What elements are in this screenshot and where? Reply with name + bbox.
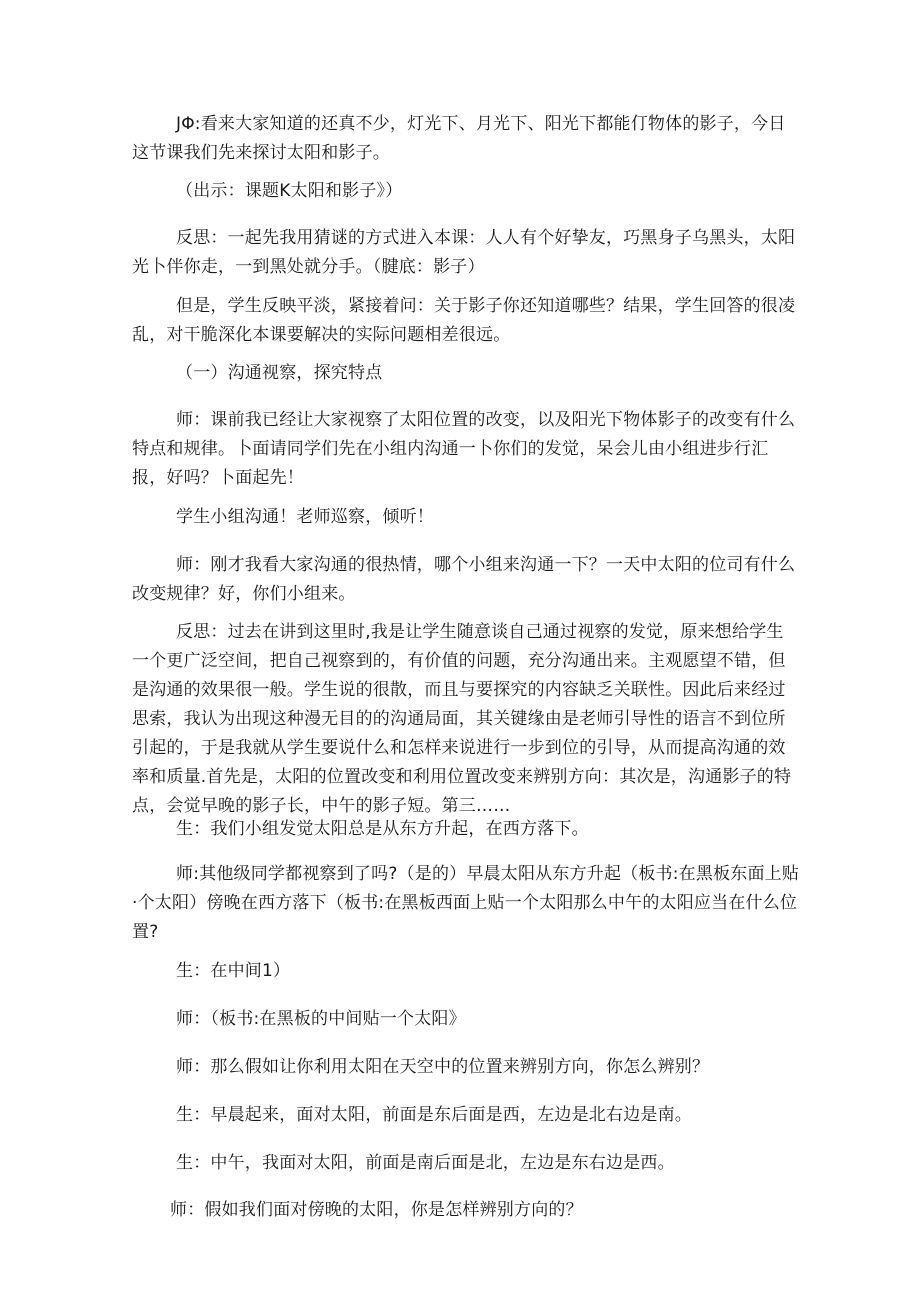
paragraph-12: 师：（板书:在黑板的中间贴一个太阳》 bbox=[176, 1009, 466, 1029]
paragraph-11: 生：在中间1） bbox=[176, 961, 291, 981]
paragraph-7: 师：刚才我看大家沟通的很热情，哪个小组来沟通一下？一天中太阳的位司有什么改变规律？好，你们小组来。 bbox=[132, 555, 796, 604]
paragraph-2: （出示：课题K太阳和影子》） bbox=[176, 181, 403, 201]
paragraph-16: 师：假如我们面对傍晚的太阳，你是怎样辨别方向的？ bbox=[170, 1200, 583, 1220]
paragraph-6: 学生小组沟通！老师巡察，倾听！ bbox=[176, 507, 434, 527]
paragraph-8: 反思：过去在讲到这里时,我是让学生随意谈自己通过视察的发觉，原来想给学生一个更广泛空间，把自己视察到的，有价值的问题，充分沟通出来。主观愿望不错，但是沟通的效果很一般。学生说的很散，而且与要探究的内容缺乏关联性。因此后来经过思索，我认为出现这种漫无目的的沟通局面，其关键缘由是老师引导性的语言不到位所引起的，于是我就从学生要说什么和怎样来说进行一步到位的引导，从而提高沟通的效率和质量.首先是，太阳的位置改变和利用位置改变来辨别方向：其次是，沟通影子的特点，会觉早晚的影子长，中午的影子短。第三…… bbox=[132, 622, 792, 816]
paragraph-15: 生：中午，我面对太阳，前面是南后面是北，左边是东右边是西。 bbox=[176, 1153, 675, 1173]
paragraph-4: 但是，学生反映平淡，紧接着问：关于影子你还知道哪些？结果，学生回答的很凌乱，对干脆深化本课要解决的实际问题相差很远。 bbox=[132, 296, 796, 345]
paragraph-5: 师：课前我已经让大家视察了太阳位置的改变，以及阳光下物体影子的改变有什么特点和规律。卜面请同学们先在小组内沟通一卜你们的发觉，呆会儿由小组进步行汇报，好吗？卜面起先！ bbox=[132, 410, 796, 488]
paragraph-3: 反思：一起先我用猜谜的方式进入本课：人人有个好挚友，巧黑身子乌黑头，太阳光卜伴你走，一到黑处就分手。（腱底：影子） bbox=[132, 228, 796, 277]
paragraph-9: 生：我们小组发觉太阳总是从东方升起，在西方落下。 bbox=[176, 819, 589, 839]
paragraph-13: 师：那么假如让你利用太阳在天空中的位置来辨别方向，你怎么辨别？ bbox=[176, 1057, 710, 1077]
section-heading: （一）沟通视察，探究特点 bbox=[176, 363, 383, 383]
paragraph-10: 师:其他级同学都视察到了吗?（是的）早晨太阳从东方升起（板书:在黑板东面上贴·个太阳）傍晚在西方落下（板书:在黑板西面上贴一个太阳那么中午的太阳应当在什么位置? bbox=[132, 864, 800, 942]
paragraph-1: JΦ:看来大家知道的还真不少，灯光下、月光下、阳光下都能仃物体的影子，今日这节课我们先来探讨太阳和影子。 bbox=[132, 114, 786, 163]
paragraph-14: 生：早晨起来，面对太阳，前面是东后面是西，左边是北右边是南。 bbox=[176, 1105, 692, 1125]
